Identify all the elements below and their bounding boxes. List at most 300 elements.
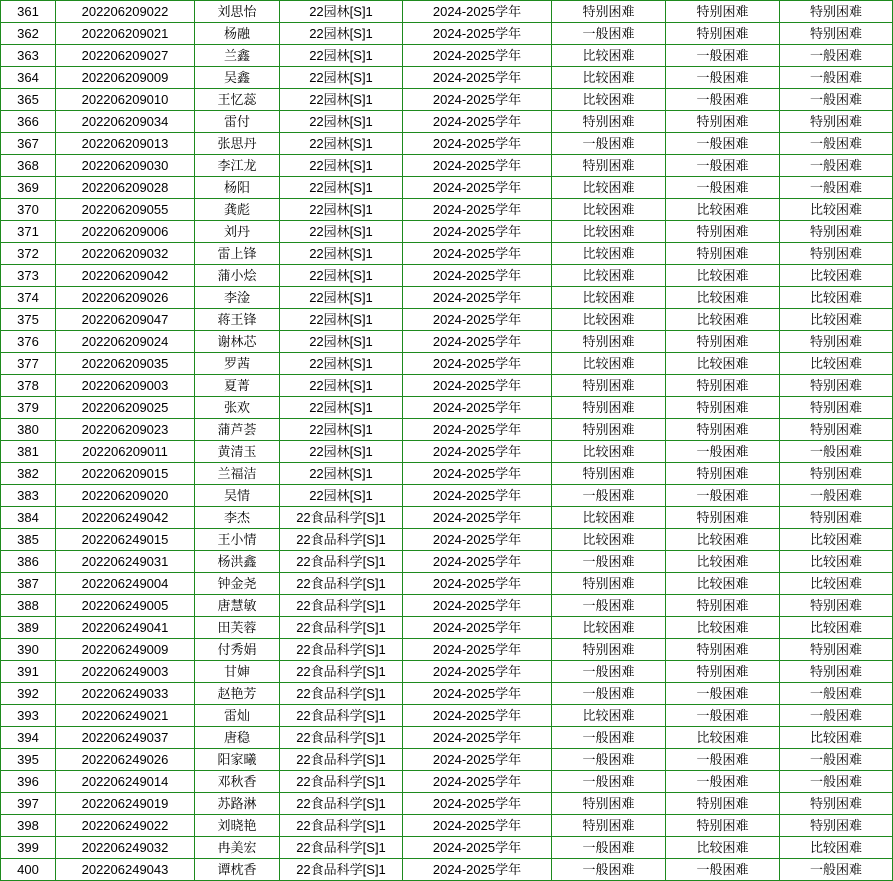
- table-row[interactable]: [1, 353, 893, 375]
- cell-academic-year[interactable]: 2024-2025学年: [403, 485, 552, 507]
- cell-class[interactable]: 22园林[S]1: [280, 111, 403, 133]
- cell-level-1[interactable]: 特别困难: [552, 815, 666, 837]
- table-row[interactable]: [1, 551, 893, 573]
- cell-level-3[interactable]: 比较困难: [780, 529, 893, 551]
- table-row[interactable]: [1, 485, 893, 507]
- cell-level-3[interactable]: 特别困难: [780, 507, 893, 529]
- cell-level-2[interactable]: 比较困难: [666, 199, 780, 221]
- cell-name[interactable]: 杨融: [195, 23, 280, 45]
- cell-student-id[interactable]: 202206209009: [56, 67, 195, 89]
- cell-level-3[interactable]: 比较困难: [780, 353, 893, 375]
- cell-index[interactable]: 365: [1, 89, 56, 111]
- table-row[interactable]: [1, 375, 893, 397]
- cell-student-id[interactable]: 202206209034: [56, 111, 195, 133]
- cell-academic-year[interactable]: 2024-2025学年: [403, 89, 552, 111]
- cell-index[interactable]: 388: [1, 595, 56, 617]
- cell-index[interactable]: 387: [1, 573, 56, 595]
- cell-level-1[interactable]: 特别困难: [552, 375, 666, 397]
- cell-level-1[interactable]: 特别困难: [552, 463, 666, 485]
- cell-student-id[interactable]: 202206249032: [56, 837, 195, 859]
- cell-level-1[interactable]: 一般困难: [552, 771, 666, 793]
- table-row[interactable]: [1, 67, 893, 89]
- cell-level-1[interactable]: 比较困难: [552, 199, 666, 221]
- cell-class[interactable]: 22园林[S]1: [280, 353, 403, 375]
- cell-level-1[interactable]: 一般困难: [552, 683, 666, 705]
- cell-level-1[interactable]: 特别困难: [552, 793, 666, 815]
- cell-class[interactable]: 22园林[S]1: [280, 177, 403, 199]
- cell-level-1[interactable]: 比较困难: [552, 221, 666, 243]
- cell-student-id[interactable]: 202206249014: [56, 771, 195, 793]
- cell-class[interactable]: 22园林[S]1: [280, 287, 403, 309]
- cell-name[interactable]: 邓秋香: [195, 771, 280, 793]
- table-row[interactable]: [1, 837, 893, 859]
- cell-name[interactable]: 王小情: [195, 529, 280, 551]
- cell-student-id[interactable]: 202206249019: [56, 793, 195, 815]
- cell-index[interactable]: 377: [1, 353, 56, 375]
- cell-index[interactable]: 364: [1, 67, 56, 89]
- cell-name[interactable]: 张思丹: [195, 133, 280, 155]
- cell-class[interactable]: 22园林[S]1: [280, 485, 403, 507]
- cell-level-3[interactable]: 一般困难: [780, 177, 893, 199]
- cell-level-2[interactable]: 比较困难: [666, 353, 780, 375]
- cell-level-3[interactable]: 特别困难: [780, 243, 893, 265]
- cell-academic-year[interactable]: 2024-2025学年: [403, 639, 552, 661]
- cell-name[interactable]: 赵艳芳: [195, 683, 280, 705]
- cell-student-id[interactable]: 202206249005: [56, 595, 195, 617]
- cell-level-3[interactable]: 一般困难: [780, 771, 893, 793]
- cell-name[interactable]: 雷上锋: [195, 243, 280, 265]
- cell-academic-year[interactable]: 2024-2025学年: [403, 111, 552, 133]
- cell-academic-year[interactable]: 2024-2025学年: [403, 309, 552, 331]
- cell-class[interactable]: 22食品科学[S]1: [280, 595, 403, 617]
- cell-academic-year[interactable]: 2024-2025学年: [403, 287, 552, 309]
- cell-level-1[interactable]: 一般困难: [552, 595, 666, 617]
- cell-student-id[interactable]: 202206209035: [56, 353, 195, 375]
- cell-class[interactable]: 22园林[S]1: [280, 331, 403, 353]
- table-row[interactable]: [1, 815, 893, 837]
- cell-class[interactable]: 22食品科学[S]1: [280, 749, 403, 771]
- cell-level-1[interactable]: 比较困难: [552, 507, 666, 529]
- cell-academic-year[interactable]: 2024-2025学年: [403, 749, 552, 771]
- table-row[interactable]: [1, 441, 893, 463]
- cell-name[interactable]: 蒲小烩: [195, 265, 280, 287]
- cell-level-3[interactable]: 特别困难: [780, 1, 893, 23]
- cell-class[interactable]: 22食品科学[S]1: [280, 529, 403, 551]
- table-row[interactable]: [1, 265, 893, 287]
- cell-level-2[interactable]: 一般困难: [666, 771, 780, 793]
- cell-level-3[interactable]: 特别困难: [780, 595, 893, 617]
- cell-academic-year[interactable]: 2024-2025学年: [403, 727, 552, 749]
- table-row[interactable]: [1, 727, 893, 749]
- cell-name[interactable]: 杨洪鑫: [195, 551, 280, 573]
- table-row[interactable]: [1, 23, 893, 45]
- cell-name[interactable]: 刘丹: [195, 221, 280, 243]
- table-row[interactable]: [1, 859, 893, 881]
- cell-name[interactable]: 杨阳: [195, 177, 280, 199]
- table-row[interactable]: [1, 507, 893, 529]
- cell-name[interactable]: 吴鑫: [195, 67, 280, 89]
- cell-student-id[interactable]: 202206209024: [56, 331, 195, 353]
- cell-class[interactable]: 22园林[S]1: [280, 67, 403, 89]
- cell-academic-year[interactable]: 2024-2025学年: [403, 23, 552, 45]
- cell-index[interactable]: 363: [1, 45, 56, 67]
- table-row[interactable]: [1, 793, 893, 815]
- cell-academic-year[interactable]: 2024-2025学年: [403, 177, 552, 199]
- cell-level-2[interactable]: 比较困难: [666, 573, 780, 595]
- cell-class[interactable]: 22园林[S]1: [280, 463, 403, 485]
- cell-level-3[interactable]: 一般困难: [780, 89, 893, 111]
- cell-academic-year[interactable]: 2024-2025学年: [403, 551, 552, 573]
- table-row[interactable]: [1, 309, 893, 331]
- cell-level-2[interactable]: 特别困难: [666, 331, 780, 353]
- cell-academic-year[interactable]: 2024-2025学年: [403, 265, 552, 287]
- cell-level-3[interactable]: 一般困难: [780, 155, 893, 177]
- cell-academic-year[interactable]: 2024-2025学年: [403, 507, 552, 529]
- cell-class[interactable]: 22食品科学[S]1: [280, 815, 403, 837]
- cell-academic-year[interactable]: 2024-2025学年: [403, 463, 552, 485]
- cell-level-2[interactable]: 一般困难: [666, 177, 780, 199]
- cell-academic-year[interactable]: 2024-2025学年: [403, 683, 552, 705]
- cell-level-1[interactable]: 比较困难: [552, 529, 666, 551]
- cell-academic-year[interactable]: 2024-2025学年: [403, 617, 552, 639]
- cell-name[interactable]: 李杰: [195, 507, 280, 529]
- cell-student-id[interactable]: 202206209003: [56, 375, 195, 397]
- cell-level-1[interactable]: 特别困难: [552, 1, 666, 23]
- cell-student-id[interactable]: 202206249026: [56, 749, 195, 771]
- cell-level-3[interactable]: 特别困难: [780, 419, 893, 441]
- cell-level-1[interactable]: 特别困难: [552, 397, 666, 419]
- cell-level-2[interactable]: 特别困难: [666, 595, 780, 617]
- cell-level-1[interactable]: 一般困难: [552, 837, 666, 859]
- cell-level-1[interactable]: 一般困难: [552, 859, 666, 881]
- cell-name[interactable]: 王忆蕊: [195, 89, 280, 111]
- cell-index[interactable]: 367: [1, 133, 56, 155]
- cell-level-2[interactable]: 一般困难: [666, 133, 780, 155]
- cell-level-2[interactable]: 一般困难: [666, 683, 780, 705]
- cell-level-3[interactable]: 特别困难: [780, 23, 893, 45]
- cell-class[interactable]: 22园林[S]1: [280, 397, 403, 419]
- cell-student-id[interactable]: 202206209047: [56, 309, 195, 331]
- cell-student-id[interactable]: 202206209028: [56, 177, 195, 199]
- cell-name[interactable]: 兰鑫: [195, 45, 280, 67]
- cell-level-1[interactable]: 一般困难: [552, 551, 666, 573]
- cell-level-3[interactable]: 一般困难: [780, 749, 893, 771]
- cell-level-2[interactable]: 一般困难: [666, 155, 780, 177]
- cell-index[interactable]: 383: [1, 485, 56, 507]
- cell-level-2[interactable]: 特别困难: [666, 793, 780, 815]
- cell-class[interactable]: 22园林[S]1: [280, 221, 403, 243]
- cell-index[interactable]: 393: [1, 705, 56, 727]
- cell-academic-year[interactable]: 2024-2025学年: [403, 771, 552, 793]
- cell-level-1[interactable]: 特别困难: [552, 419, 666, 441]
- cell-index[interactable]: 371: [1, 221, 56, 243]
- cell-level-3[interactable]: 一般困难: [780, 683, 893, 705]
- table-row[interactable]: [1, 287, 893, 309]
- cell-level-2[interactable]: 一般困难: [666, 485, 780, 507]
- cell-level-1[interactable]: 一般困难: [552, 727, 666, 749]
- cell-student-id[interactable]: 202206209006: [56, 221, 195, 243]
- cell-level-3[interactable]: 特别困难: [780, 221, 893, 243]
- cell-index[interactable]: 380: [1, 419, 56, 441]
- cell-level-1[interactable]: 比较困难: [552, 617, 666, 639]
- cell-class[interactable]: 22园林[S]1: [280, 375, 403, 397]
- cell-index[interactable]: 366: [1, 111, 56, 133]
- cell-index[interactable]: 372: [1, 243, 56, 265]
- cell-academic-year[interactable]: 2024-2025学年: [403, 705, 552, 727]
- cell-name[interactable]: 雷付: [195, 111, 280, 133]
- cell-level-1[interactable]: 比较困难: [552, 705, 666, 727]
- cell-class[interactable]: 22食品科学[S]1: [280, 551, 403, 573]
- cell-name[interactable]: 刘晓艳: [195, 815, 280, 837]
- table-row[interactable]: [1, 463, 893, 485]
- cell-student-id[interactable]: 202206249003: [56, 661, 195, 683]
- cell-level-1[interactable]: 比较困难: [552, 309, 666, 331]
- cell-academic-year[interactable]: 2024-2025学年: [403, 397, 552, 419]
- table-row[interactable]: [1, 705, 893, 727]
- cell-class[interactable]: 22食品科学[S]1: [280, 683, 403, 705]
- cell-student-id[interactable]: 202206249037: [56, 727, 195, 749]
- cell-student-id[interactable]: 202206209030: [56, 155, 195, 177]
- cell-level-2[interactable]: 特别困难: [666, 639, 780, 661]
- cell-class[interactable]: 22园林[S]1: [280, 419, 403, 441]
- cell-name[interactable]: 龚彪: [195, 199, 280, 221]
- cell-academic-year[interactable]: 2024-2025学年: [403, 595, 552, 617]
- cell-class[interactable]: 22园林[S]1: [280, 1, 403, 23]
- table-row[interactable]: [1, 199, 893, 221]
- cell-class[interactable]: 22食品科学[S]1: [280, 727, 403, 749]
- cell-name[interactable]: 夏菁: [195, 375, 280, 397]
- cell-student-id[interactable]: 202206249015: [56, 529, 195, 551]
- cell-name[interactable]: 李江龙: [195, 155, 280, 177]
- cell-level-1[interactable]: 比较困难: [552, 287, 666, 309]
- cell-level-2[interactable]: 比较困难: [666, 837, 780, 859]
- cell-name[interactable]: 阳家曦: [195, 749, 280, 771]
- cell-class[interactable]: 22园林[S]1: [280, 441, 403, 463]
- cell-level-2[interactable]: 特别困难: [666, 1, 780, 23]
- cell-level-3[interactable]: 一般困难: [780, 859, 893, 881]
- cell-class[interactable]: 22食品科学[S]1: [280, 639, 403, 661]
- cell-level-2[interactable]: 一般困难: [666, 749, 780, 771]
- cell-index[interactable]: 378: [1, 375, 56, 397]
- cell-level-2[interactable]: 特别困难: [666, 397, 780, 419]
- cell-level-3[interactable]: 比较困难: [780, 573, 893, 595]
- cell-student-id[interactable]: 202206249022: [56, 815, 195, 837]
- cell-academic-year[interactable]: 2024-2025学年: [403, 375, 552, 397]
- cell-index[interactable]: 396: [1, 771, 56, 793]
- cell-class[interactable]: 22食品科学[S]1: [280, 859, 403, 881]
- cell-index[interactable]: 370: [1, 199, 56, 221]
- table-row[interactable]: [1, 595, 893, 617]
- cell-class[interactable]: 22园林[S]1: [280, 23, 403, 45]
- cell-academic-year[interactable]: 2024-2025学年: [403, 67, 552, 89]
- cell-student-id[interactable]: 202206249043: [56, 859, 195, 881]
- cell-academic-year[interactable]: 2024-2025学年: [403, 331, 552, 353]
- table-row[interactable]: [1, 749, 893, 771]
- cell-name[interactable]: 雷灿: [195, 705, 280, 727]
- cell-index[interactable]: 400: [1, 859, 56, 881]
- cell-academic-year[interactable]: 2024-2025学年: [403, 661, 552, 683]
- cell-index[interactable]: 392: [1, 683, 56, 705]
- cell-class[interactable]: 22园林[S]1: [280, 155, 403, 177]
- cell-level-2[interactable]: 一般困难: [666, 89, 780, 111]
- cell-class[interactable]: 22食品科学[S]1: [280, 771, 403, 793]
- table-row[interactable]: [1, 771, 893, 793]
- cell-level-2[interactable]: 一般困难: [666, 705, 780, 727]
- cell-academic-year[interactable]: 2024-2025学年: [403, 45, 552, 67]
- cell-index[interactable]: 395: [1, 749, 56, 771]
- cell-level-2[interactable]: 一般困难: [666, 67, 780, 89]
- cell-level-2[interactable]: 一般困难: [666, 441, 780, 463]
- cell-student-id[interactable]: 202206249004: [56, 573, 195, 595]
- cell-level-2[interactable]: 特别困难: [666, 23, 780, 45]
- cell-academic-year[interactable]: 2024-2025学年: [403, 815, 552, 837]
- table-row[interactable]: [1, 529, 893, 551]
- cell-level-2[interactable]: 比较困难: [666, 551, 780, 573]
- cell-index[interactable]: 382: [1, 463, 56, 485]
- cell-level-3[interactable]: 特别困难: [780, 793, 893, 815]
- cell-index[interactable]: 391: [1, 661, 56, 683]
- cell-index[interactable]: 368: [1, 155, 56, 177]
- cell-index[interactable]: 394: [1, 727, 56, 749]
- table-row[interactable]: [1, 573, 893, 595]
- cell-student-id[interactable]: 202206209042: [56, 265, 195, 287]
- cell-name[interactable]: 蒋王锋: [195, 309, 280, 331]
- cell-level-1[interactable]: 比较困难: [552, 353, 666, 375]
- cell-class[interactable]: 22园林[S]1: [280, 45, 403, 67]
- cell-name[interactable]: 李淦: [195, 287, 280, 309]
- cell-academic-year[interactable]: 2024-2025学年: [403, 353, 552, 375]
- cell-index[interactable]: 384: [1, 507, 56, 529]
- cell-student-id[interactable]: 202206209020: [56, 485, 195, 507]
- cell-student-id[interactable]: 202206209015: [56, 463, 195, 485]
- cell-level-1[interactable]: 比较困难: [552, 243, 666, 265]
- cell-level-3[interactable]: 特别困难: [780, 661, 893, 683]
- cell-level-1[interactable]: 比较困难: [552, 441, 666, 463]
- cell-name[interactable]: 谭枕香: [195, 859, 280, 881]
- cell-level-3[interactable]: 比较困难: [780, 837, 893, 859]
- cell-level-2[interactable]: 特别困难: [666, 419, 780, 441]
- cell-index[interactable]: 373: [1, 265, 56, 287]
- cell-class[interactable]: 22食品科学[S]1: [280, 705, 403, 727]
- cell-academic-year[interactable]: 2024-2025学年: [403, 573, 552, 595]
- cell-class[interactable]: 22园林[S]1: [280, 89, 403, 111]
- cell-index[interactable]: 386: [1, 551, 56, 573]
- cell-level-2[interactable]: 比较困难: [666, 529, 780, 551]
- cell-student-id[interactable]: 202206249042: [56, 507, 195, 529]
- cell-level-3[interactable]: 特别困难: [780, 111, 893, 133]
- cell-name[interactable]: 罗茜: [195, 353, 280, 375]
- cell-class[interactable]: 22园林[S]1: [280, 243, 403, 265]
- cell-level-2[interactable]: 特别困难: [666, 221, 780, 243]
- cell-index[interactable]: 389: [1, 617, 56, 639]
- cell-student-id[interactable]: 202206249021: [56, 705, 195, 727]
- cell-level-3[interactable]: 比较困难: [780, 617, 893, 639]
- cell-class[interactable]: 22园林[S]1: [280, 309, 403, 331]
- cell-name[interactable]: 蒲芦荟: [195, 419, 280, 441]
- cell-student-id[interactable]: 202206209021: [56, 23, 195, 45]
- cell-index[interactable]: 374: [1, 287, 56, 309]
- cell-index[interactable]: 399: [1, 837, 56, 859]
- table-row[interactable]: [1, 155, 893, 177]
- cell-level-2[interactable]: 特别困难: [666, 243, 780, 265]
- cell-level-2[interactable]: 一般困难: [666, 859, 780, 881]
- cell-level-2[interactable]: 特别困难: [666, 661, 780, 683]
- cell-level-3[interactable]: 比较困难: [780, 199, 893, 221]
- cell-level-3[interactable]: 特别困难: [780, 463, 893, 485]
- cell-level-3[interactable]: 特别困难: [780, 815, 893, 837]
- cell-academic-year[interactable]: 2024-2025学年: [403, 1, 552, 23]
- cell-index[interactable]: 398: [1, 815, 56, 837]
- cell-class[interactable]: 22食品科学[S]1: [280, 837, 403, 859]
- cell-student-id[interactable]: 202206209010: [56, 89, 195, 111]
- cell-student-id[interactable]: 202206209013: [56, 133, 195, 155]
- cell-name[interactable]: 黄清玉: [195, 441, 280, 463]
- cell-name[interactable]: 钟金尧: [195, 573, 280, 595]
- cell-student-id[interactable]: 202206249009: [56, 639, 195, 661]
- cell-level-3[interactable]: 一般困难: [780, 67, 893, 89]
- cell-index[interactable]: 369: [1, 177, 56, 199]
- cell-level-2[interactable]: 比较困难: [666, 309, 780, 331]
- cell-level-1[interactable]: 特别困难: [552, 573, 666, 595]
- table-row[interactable]: [1, 617, 893, 639]
- cell-name[interactable]: 兰福洁: [195, 463, 280, 485]
- cell-class[interactable]: 22食品科学[S]1: [280, 793, 403, 815]
- cell-level-3[interactable]: 比较困难: [780, 551, 893, 573]
- table-row[interactable]: [1, 133, 893, 155]
- cell-level-2[interactable]: 特别困难: [666, 463, 780, 485]
- cell-name[interactable]: 苏路淋: [195, 793, 280, 815]
- cell-level-3[interactable]: 比较困难: [780, 309, 893, 331]
- cell-level-3[interactable]: 一般困难: [780, 45, 893, 67]
- cell-level-2[interactable]: 比较困难: [666, 617, 780, 639]
- cell-level-1[interactable]: 比较困难: [552, 265, 666, 287]
- table-row[interactable]: [1, 397, 893, 419]
- cell-level-1[interactable]: 一般困难: [552, 133, 666, 155]
- cell-level-3[interactable]: 特别困难: [780, 375, 893, 397]
- cell-level-2[interactable]: 特别困难: [666, 375, 780, 397]
- cell-level-2[interactable]: 比较困难: [666, 287, 780, 309]
- cell-academic-year[interactable]: 2024-2025学年: [403, 529, 552, 551]
- cell-index[interactable]: 379: [1, 397, 56, 419]
- cell-level-1[interactable]: 一般困难: [552, 485, 666, 507]
- table-row[interactable]: [1, 221, 893, 243]
- table-row[interactable]: [1, 177, 893, 199]
- cell-level-3[interactable]: 特别困难: [780, 331, 893, 353]
- cell-class[interactable]: 22食品科学[S]1: [280, 507, 403, 529]
- cell-index[interactable]: 381: [1, 441, 56, 463]
- table-row[interactable]: [1, 89, 893, 111]
- cell-index[interactable]: 362: [1, 23, 56, 45]
- cell-name[interactable]: 甘婶: [195, 661, 280, 683]
- cell-student-id[interactable]: 202206209027: [56, 45, 195, 67]
- cell-academic-year[interactable]: 2024-2025学年: [403, 441, 552, 463]
- cell-name[interactable]: 吴情: [195, 485, 280, 507]
- cell-level-2[interactable]: 特别困难: [666, 815, 780, 837]
- cell-level-1[interactable]: 一般困难: [552, 661, 666, 683]
- cell-name[interactable]: 田芙蓉: [195, 617, 280, 639]
- cell-academic-year[interactable]: 2024-2025学年: [403, 221, 552, 243]
- cell-academic-year[interactable]: 2024-2025学年: [403, 133, 552, 155]
- cell-level-2[interactable]: 特别困难: [666, 111, 780, 133]
- cell-student-id[interactable]: 202206209023: [56, 419, 195, 441]
- cell-level-1[interactable]: 特别困难: [552, 155, 666, 177]
- cell-class[interactable]: 22园林[S]1: [280, 199, 403, 221]
- cell-student-id[interactable]: 202206249041: [56, 617, 195, 639]
- table-row[interactable]: [1, 1, 893, 23]
- cell-name[interactable]: 张欢: [195, 397, 280, 419]
- cell-level-1[interactable]: 比较困难: [552, 177, 666, 199]
- cell-level-3[interactable]: 比较困难: [780, 727, 893, 749]
